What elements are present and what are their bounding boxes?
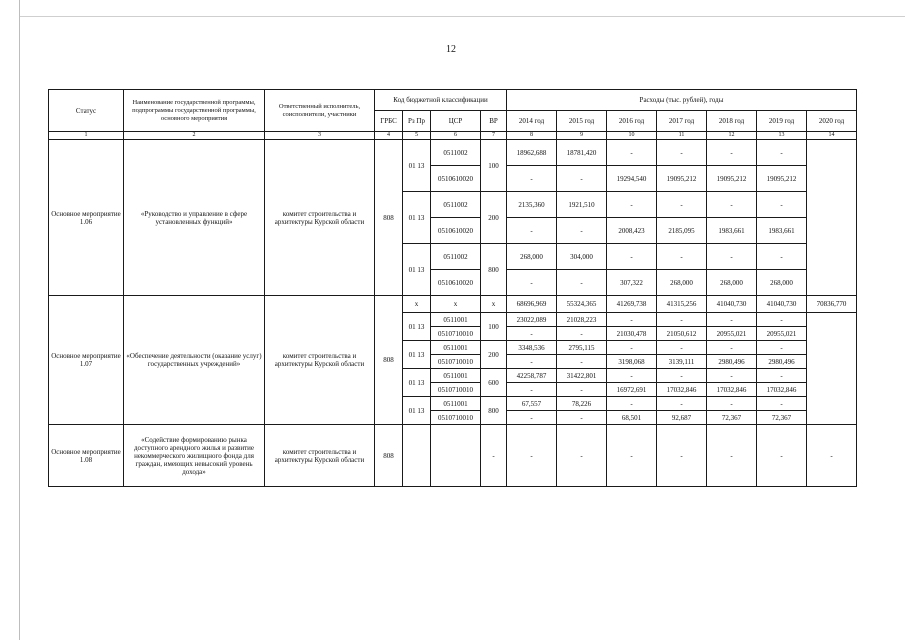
cell-value: - <box>757 425 807 487</box>
measure-grbs: 808 <box>375 425 403 487</box>
cell-vr: 800 <box>481 397 507 425</box>
cell-value-empty <box>807 140 857 296</box>
cell-value: - <box>657 313 707 327</box>
scan-top-line <box>20 16 905 17</box>
cell-value: - <box>557 355 607 369</box>
cell-value: 19095,212 <box>707 166 757 192</box>
measure-responsible: комитет строительства и архитектуры Курской области <box>265 296 375 425</box>
cell-value: - <box>607 140 657 166</box>
cell-rzpr: 01 13 <box>403 192 431 244</box>
cell-rzpr: 01 13 <box>403 369 431 397</box>
header-rzpr: Рз Пр <box>403 111 431 132</box>
total-value: 41040,730 <box>757 296 807 313</box>
cell-value: 268,000 <box>507 244 557 270</box>
cell-value: 3139,111 <box>657 355 707 369</box>
cell-value: - <box>707 244 757 270</box>
cell-value: - <box>707 192 757 218</box>
page-number: 12 <box>446 44 456 55</box>
measure-status: Основное мероприятие 1.07 <box>49 296 124 425</box>
cell-csr <box>431 425 481 487</box>
cell-value: - <box>607 397 657 411</box>
total-value: 41040,730 <box>707 296 757 313</box>
cell-csr: 0511002 <box>431 192 481 218</box>
header-responsible: Ответственный исполнитель, соисполнители, участники <box>265 90 375 132</box>
cell-value: - <box>757 397 807 411</box>
column-number: 12 <box>707 132 757 140</box>
cell-value: 1921,510 <box>557 192 607 218</box>
cell-value: - <box>607 425 657 487</box>
cell-value: 17032,846 <box>757 383 807 397</box>
cell-value: 23022,089 <box>507 313 557 327</box>
header-grbs: ГРБС <box>375 111 403 132</box>
cell-value: - <box>607 369 657 383</box>
header-vr: ВР <box>481 111 507 132</box>
measure-name: «Содействие формированию рынка доступного арендного жилья и развитие некоммерческого жилищного фонда для граждан, имеющих невысокий уровень дохода» <box>124 425 265 487</box>
cell-value: - <box>707 140 757 166</box>
cell-value: 304,000 <box>557 244 607 270</box>
cell-value: 19095,212 <box>657 166 707 192</box>
cell-vr: 200 <box>481 192 507 244</box>
cell-value-empty <box>807 313 857 425</box>
column-number: 5 <box>403 132 431 140</box>
cell-value: - <box>707 369 757 383</box>
header-year: 2019 год <box>757 111 807 132</box>
total-csr: x <box>431 296 481 313</box>
column-number: 4 <box>375 132 403 140</box>
cell-value: - <box>557 166 607 192</box>
table-row <box>49 425 857 487</box>
total-vr: x <box>481 296 507 313</box>
cell-value: 42258,787 <box>507 369 557 383</box>
cell-value: - <box>507 327 557 341</box>
cell-value: - <box>557 218 607 244</box>
cell-value: 78,226 <box>557 397 607 411</box>
cell-csr: 0511002 <box>431 244 481 270</box>
cell-value: - <box>757 140 807 166</box>
cell-csr: 0510710010 <box>431 411 481 425</box>
cell-value: - <box>507 425 557 487</box>
cell-value: 2185,095 <box>657 218 707 244</box>
cell-value: - <box>557 270 607 296</box>
total-value: 41315,256 <box>657 296 707 313</box>
cell-csr: 0511002 <box>431 140 481 166</box>
column-number: 10 <box>607 132 657 140</box>
column-number: 7 <box>481 132 507 140</box>
header-budget-code: Код бюджетной классификации <box>375 90 507 111</box>
cell-vr: 100 <box>481 313 507 341</box>
cell-value: 18781,420 <box>557 140 607 166</box>
cell-value: 31422,801 <box>557 369 607 383</box>
cell-value: - <box>657 244 707 270</box>
cell-value: - <box>657 397 707 411</box>
cell-value: - <box>607 244 657 270</box>
cell-value: - <box>707 425 757 487</box>
cell-value: 3348,536 <box>507 341 557 355</box>
cell-value: 2980,496 <box>757 355 807 369</box>
cell-value: - <box>757 341 807 355</box>
cell-value: 21028,223 <box>557 313 607 327</box>
measure-responsible: комитет строительства и архитектуры Курской области <box>265 425 375 487</box>
cell-csr: 0511001 <box>431 341 481 355</box>
cell-vr: 800 <box>481 244 507 296</box>
cell-value: 19294,540 <box>607 166 657 192</box>
total-value: 68696,969 <box>507 296 557 313</box>
header-year: 2017 год <box>657 111 707 132</box>
column-number: 1 <box>49 132 124 140</box>
cell-value: 21050,612 <box>657 327 707 341</box>
column-number: 6 <box>431 132 481 140</box>
header-name: Наименование государственной программы, подпрограммы государственной программы, основного мероприятия <box>124 90 265 132</box>
column-number: 8 <box>507 132 557 140</box>
total-value: 70836,770 <box>807 296 857 313</box>
cell-csr: 0510610020 <box>431 218 481 244</box>
cell-value: - <box>757 313 807 327</box>
cell-value: 307,322 <box>607 270 657 296</box>
measure-grbs: 808 <box>375 140 403 296</box>
cell-rzpr: 01 13 <box>403 341 431 369</box>
cell-rzpr: 01 13 <box>403 397 431 425</box>
cell-value: 68,501 <box>607 411 657 425</box>
cell-value: - <box>607 341 657 355</box>
cell-value: 2008,423 <box>607 218 657 244</box>
cell-value: 18962,688 <box>507 140 557 166</box>
cell-value: - <box>507 166 557 192</box>
column-number: 2 <box>124 132 265 140</box>
cell-value: - <box>557 327 607 341</box>
measure-name: «Обеспечение деятельности (оказание услуг) государственных учреждений» <box>124 296 265 425</box>
cell-value: 92,687 <box>657 411 707 425</box>
header-year: 2015 год <box>557 111 607 132</box>
scan-edge-line <box>19 0 20 640</box>
cell-value: - <box>507 383 557 397</box>
cell-value: 268,000 <box>657 270 707 296</box>
column-numbers-row <box>49 132 857 140</box>
header-year: 2018 год <box>707 111 757 132</box>
cell-value: - <box>557 383 607 397</box>
cell-value: - <box>757 369 807 383</box>
cell-value: - <box>657 425 707 487</box>
column-number: 11 <box>657 132 707 140</box>
cell-value: 20955,021 <box>707 327 757 341</box>
cell-csr: 0511001 <box>431 313 481 327</box>
cell-value: - <box>757 192 807 218</box>
total-row <box>49 296 857 313</box>
cell-value: - <box>657 369 707 383</box>
cell-value: 268,000 <box>707 270 757 296</box>
cell-value: 72,367 <box>707 411 757 425</box>
column-number: 3 <box>265 132 375 140</box>
header-year: 2016 год <box>607 111 657 132</box>
cell-value: 67,557 <box>507 397 557 411</box>
cell-csr: 0511001 <box>431 397 481 411</box>
cell-value: - <box>557 411 607 425</box>
cell-rzpr: 01 13 <box>403 244 431 296</box>
cell-value: 3198,068 <box>607 355 657 369</box>
cell-csr: 0510710010 <box>431 383 481 397</box>
cell-value: 2135,360 <box>507 192 557 218</box>
header-year: 2014 год <box>507 111 557 132</box>
cell-rzpr <box>403 425 431 487</box>
cell-value: - <box>481 425 507 487</box>
column-number: 14 <box>807 132 857 140</box>
cell-value: 17032,846 <box>657 383 707 397</box>
cell-value: - <box>507 411 557 425</box>
measure-status: Основное мероприятие 1.08 <box>49 425 124 487</box>
header-csr: ЦСР <box>431 111 481 132</box>
cell-value: - <box>657 341 707 355</box>
total-rzpr: x <box>403 296 431 313</box>
cell-value: - <box>807 425 857 487</box>
cell-value: 16972,691 <box>607 383 657 397</box>
cell-value: - <box>657 140 707 166</box>
measure-responsible: комитет строительства и архитектуры Курской области <box>265 140 375 296</box>
cell-csr: 0511001 <box>431 369 481 383</box>
cell-csr: 0510610020 <box>431 270 481 296</box>
header-row-1 <box>49 90 857 111</box>
cell-value: 2980,496 <box>707 355 757 369</box>
cell-value: 20955,021 <box>757 327 807 341</box>
column-number: 13 <box>757 132 807 140</box>
cell-rzpr: 01 13 <box>403 140 431 192</box>
cell-value: 19095,212 <box>757 166 807 192</box>
cell-value: - <box>657 192 707 218</box>
measure-grbs: 808 <box>375 296 403 425</box>
header-year: 2020 год <box>807 111 857 132</box>
cell-value: - <box>507 355 557 369</box>
header-status: Статус <box>49 90 124 132</box>
cell-vr: 100 <box>481 140 507 192</box>
cell-value: 1983,661 <box>707 218 757 244</box>
budget-expenses-table <box>48 89 857 487</box>
cell-value: 2795,115 <box>557 341 607 355</box>
cell-csr: 0510710010 <box>431 327 481 341</box>
cell-value: 268,000 <box>757 270 807 296</box>
cell-value: 1983,661 <box>757 218 807 244</box>
cell-value: - <box>607 313 657 327</box>
cell-value: 17032,846 <box>707 383 757 397</box>
header-expenses: Расходы (тыс. рублей), годы <box>507 90 857 111</box>
cell-value: - <box>507 270 557 296</box>
cell-value: - <box>757 244 807 270</box>
measure-status: Основное мероприятие 1.06 <box>49 140 124 296</box>
measure-name: «Руководство и управление в сфере установленных функций» <box>124 140 265 296</box>
cell-csr: 0510710010 <box>431 355 481 369</box>
cell-value: 21030,478 <box>607 327 657 341</box>
cell-value: - <box>707 313 757 327</box>
cell-value: - <box>707 397 757 411</box>
total-value: 55324,365 <box>557 296 607 313</box>
cell-value: - <box>707 341 757 355</box>
table-row <box>49 140 857 166</box>
cell-value: - <box>607 192 657 218</box>
cell-vr: 600 <box>481 369 507 397</box>
cell-csr: 0510610020 <box>431 166 481 192</box>
cell-value: - <box>507 218 557 244</box>
cell-rzpr: 01 13 <box>403 313 431 341</box>
cell-value: 72,367 <box>757 411 807 425</box>
column-number: 9 <box>557 132 607 140</box>
cell-value: - <box>557 425 607 487</box>
cell-vr: 200 <box>481 341 507 369</box>
total-value: 41269,738 <box>607 296 657 313</box>
